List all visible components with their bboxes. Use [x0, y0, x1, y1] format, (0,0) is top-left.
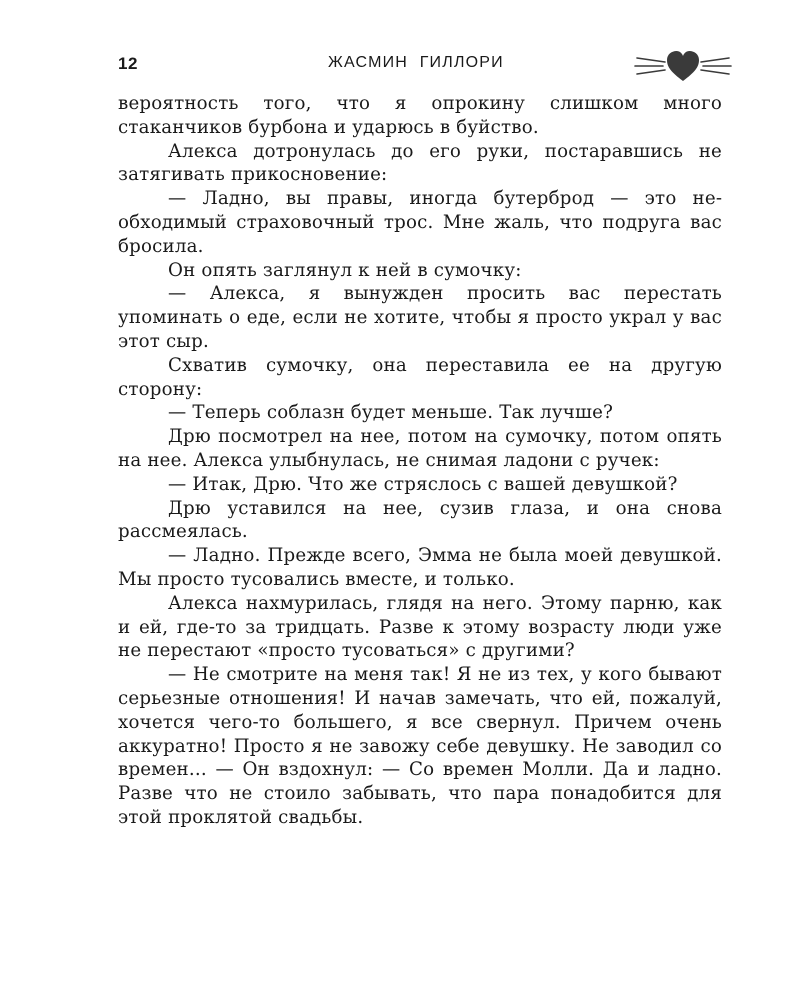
paragraph-5: — Алекса, я вынужден просить вас перестать упоминать о еде, если не хотите, чтобы я просто украл у вас этот сыр.: [118, 283, 722, 352]
page-header: [118, 50, 738, 82]
page-number: 12: [118, 54, 138, 73]
paragraph-9: — Итак, Дрю. Что же стряслось с вашей девушкой?: [168, 473, 678, 495]
heart-ornament-icon: [633, 48, 733, 84]
motion-lines-right: [701, 58, 731, 74]
paragraph-2: Алекса дотронулась до его руки, постаравшись не затягивать прикосновение:: [118, 140, 722, 186]
paragraph-13: — Не смотрите на меня так! Я не из тех, у кого бывают серьезные отношения! И начав замечать, что ей, пожалуй, хочется чего-то большего, я все свернул. Причем очень аккуратно! Просто я не завожу себе девушку. Не заводил со времен... — Он вздохнул: — Со времен Молли. Да и ладно. Разве что не стоило забывать, что пара понадобится для этой проклятой свадьбы.: [118, 664, 722, 828]
paragraph-3: — Ладно, вы правы, иногда бутерброд — это необходимый страховочный трос. Мне жаль, что подруга вас бросила.: [118, 188, 722, 257]
running-title: ЖАСМИН ГИЛЛОРИ: [328, 54, 504, 71]
paragraph-6: Схватив сумочку, она переставила ее на другую сторону:: [118, 354, 722, 400]
paragraph-10: Дрю уставился на нее, сузив глаза, и она снова рассмеялась.: [118, 497, 722, 543]
paragraph-4: Он опять заглянул к ней в сумочку:: [168, 259, 522, 281]
paragraph-8: Дрю посмотрел на нее, потом на сумочку, потом опять на нее. Алекса улыбнулась, не снимая ладони с ручек:: [118, 426, 722, 471]
heart-shape: [667, 51, 699, 81]
paragraph-7: — Теперь соблазн будет меньше. Так лучше?: [168, 402, 614, 424]
paragraph-1: вероятность того, что я опрокину слишком много стаканчиков бурбона и ударюсь в буйство.: [118, 93, 722, 138]
paragraph-11: — Ладно. Прежде всего, Эмма не была моей девушкой. Мы просто тусовались вместе, и только.: [118, 545, 722, 590]
paragraph-12: Алекса нахмурилась, глядя на него. Этому парню, как и ей, где-то за тридцать. Разве к этому возрасту люди уже не перестают «просто тусоваться» с другими?: [118, 592, 722, 662]
body-text: [118, 92, 722, 830]
motion-lines-left: [635, 58, 665, 74]
